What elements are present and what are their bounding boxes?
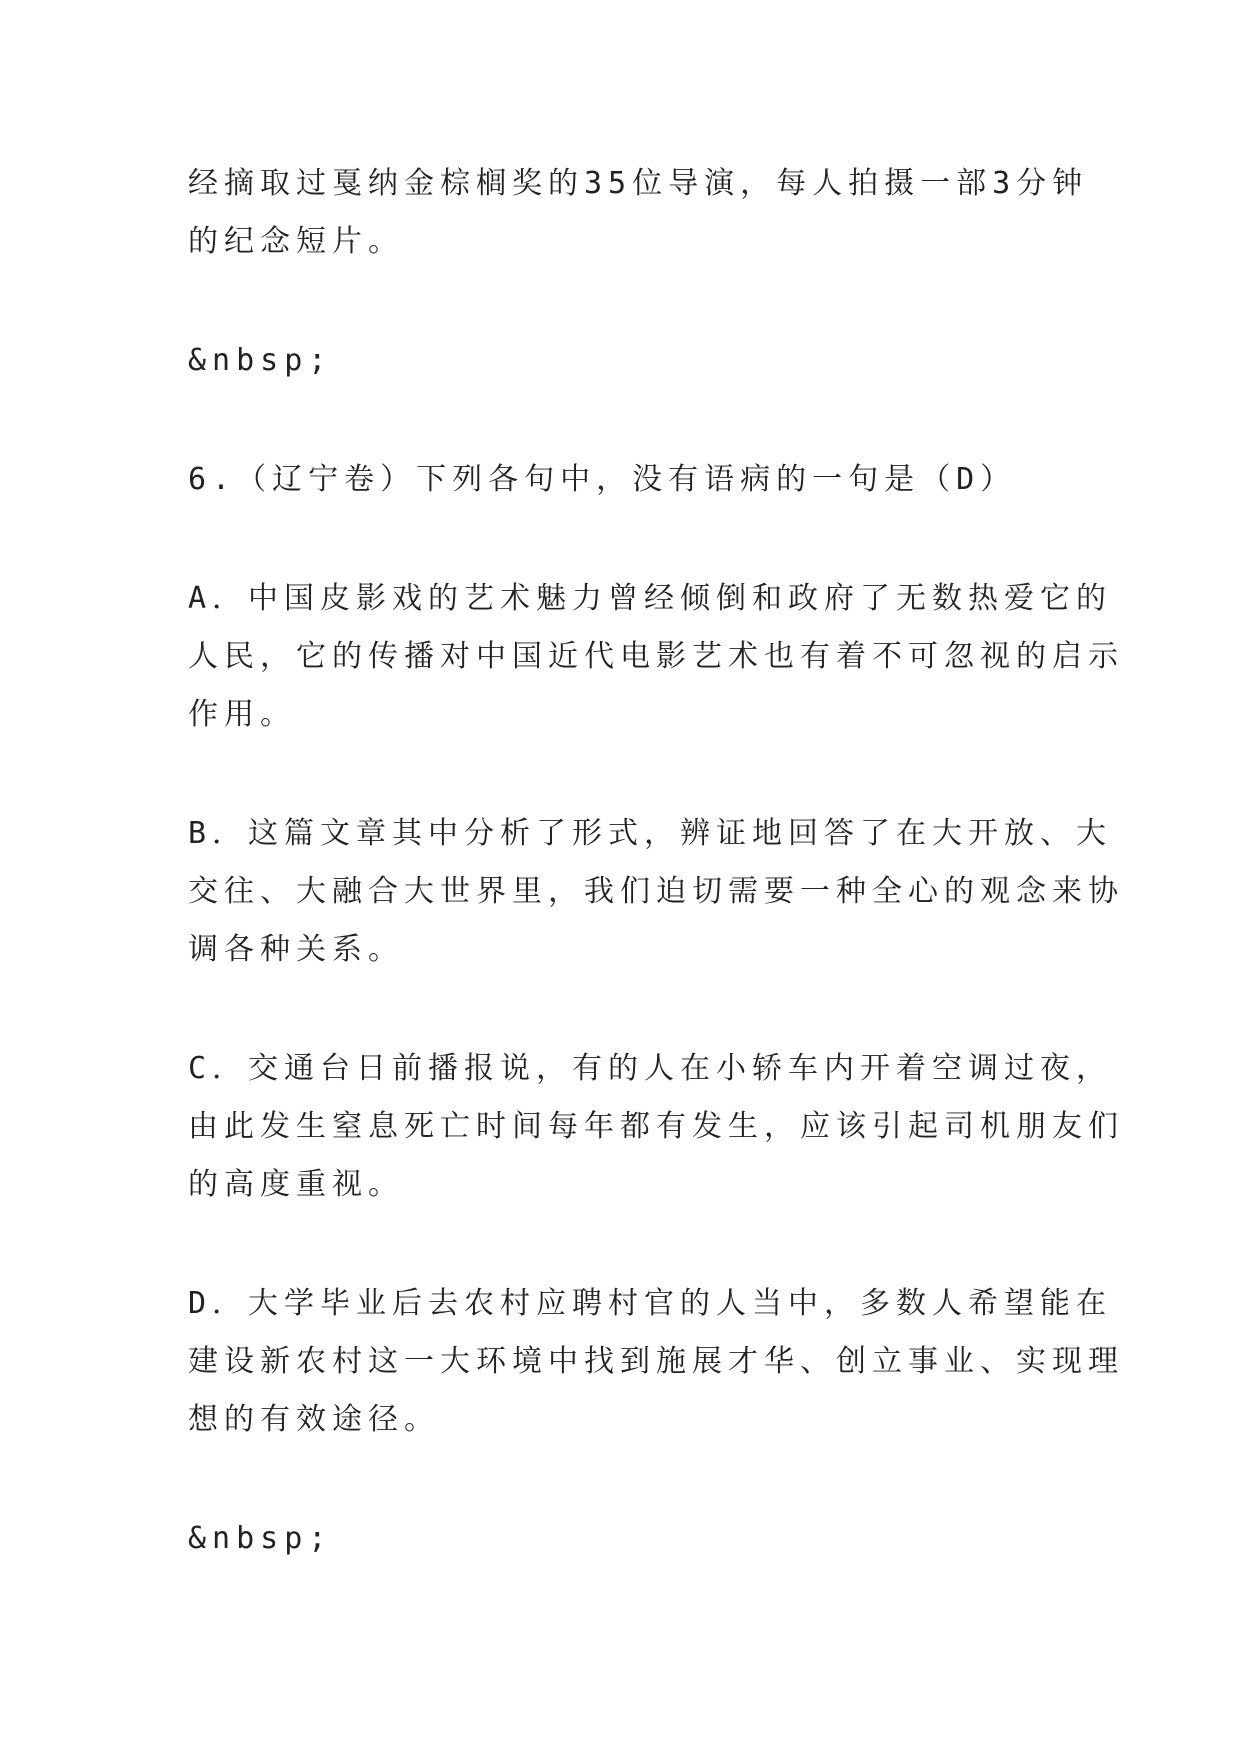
text-line: 调各种关系。 [188,932,404,967]
text-line: C．交通台日前播报说，有的人在小轿车内开着空调过夜， [188,1051,1113,1086]
paragraph-nbsp [188,332,1058,390]
option-c [188,1040,1124,1214]
text-line: B．这篇文章其中分析了形式，辨证地回答了在大开放、大 [188,816,1113,851]
question-stem [188,451,1058,509]
text-line: 建设新农村这一大环境中找到施展才华、创立事业、实现理 [188,1344,1124,1379]
text-line: 的纪念短片。 [188,224,404,259]
option-b [188,805,1124,979]
text-line: 6.（辽宁卷）下列各句中，没有语病的一句是（D） [188,462,1017,497]
text-line: 作用。 [188,697,296,732]
text-line: 人民，它的传播对中国近代电影艺术也有着不可忽视的启示 [188,639,1124,674]
paragraph-nbsp [188,1510,1058,1568]
option-a [188,570,1124,744]
text-line: A．中国皮影戏的艺术魅力曾经倾倒和政府了无数热爱它的 [188,581,1113,616]
text-line: 由此发生窒息死亡时间每年都有发生，应该引起司机朋友们 [188,1109,1124,1144]
text-line: D．大学毕业后去农村应聘村官的人当中，多数人希望能在 [188,1286,1113,1321]
text-line: 交往、大融合大世界里，我们迫切需要一种全心的观念来协 [188,874,1124,909]
text-line: 经摘取过戛纳金棕榈奖的35位导演，每人拍摄一部3分钟 [188,166,1089,201]
option-d [188,1275,1124,1449]
text-line: 想的有效途径。 [188,1402,440,1437]
text-line: &nbsp; [188,1521,333,1556]
document-page [188,155,1124,1568]
text-line: 的高度重视。 [188,1167,404,1202]
paragraph-intro-continuation [188,155,1089,271]
text-line: &nbsp; [188,343,333,378]
